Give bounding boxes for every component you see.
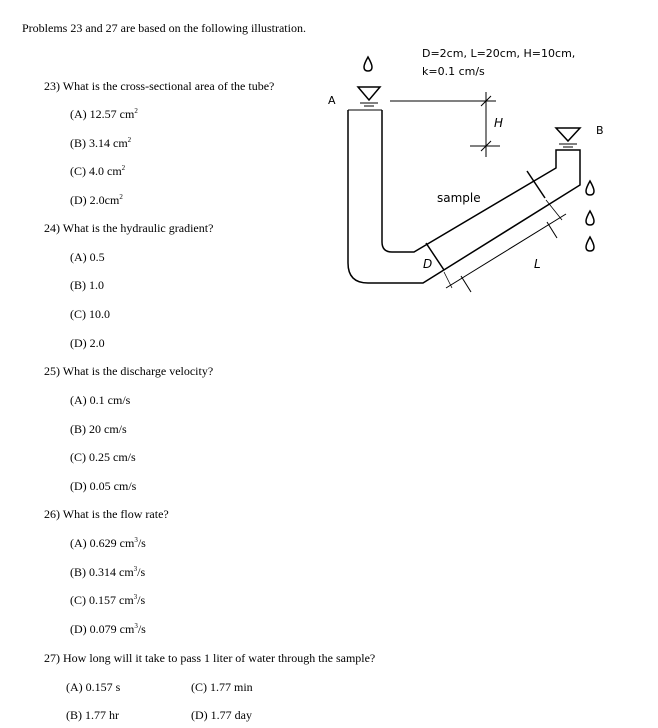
q23-option-b: (B) 3.14 $cm^2$: [70, 136, 132, 150]
droplet-icon: [364, 57, 372, 71]
q24-option-d: (D) 2.0: [70, 336, 105, 350]
question-23-prompt: 23) What is the cross-sectional area of the tube?: [44, 79, 275, 93]
diagram-params-line2: k=0.1 cm/s: [422, 65, 485, 78]
sample-boundary-right: [527, 171, 545, 198]
q27-option-a: (A) 0.157 s: [66, 680, 121, 694]
q25-option-c: (C) 0.25 cm/s: [70, 450, 136, 464]
q23-option-a: (A) 12.57 $cm^2$: [70, 107, 138, 121]
droplet-icon: [586, 181, 594, 195]
q27-option-d: (D) 1.77 day: [191, 708, 252, 722]
label-l: L: [534, 257, 541, 271]
question-25-prompt: 25) What is the discharge velocity?: [44, 364, 214, 378]
q23-option-c: (C) 4.0 $cm^2$: [70, 164, 126, 178]
q26-option-b: (B) 0.314 $cm^3/s$: [70, 565, 146, 579]
q27-option-b: (B) 1.77 hr: [66, 708, 119, 722]
label-d: D: [423, 257, 433, 271]
question-24-prompt: 24) What is the hydraulic gradient?: [44, 221, 214, 235]
droplet-icon: [586, 211, 594, 225]
q24-option-b: (B) 1.0: [70, 278, 104, 292]
q23-option-d: (D) $2.0cm^2$: [70, 193, 123, 207]
label-a: A: [328, 94, 336, 107]
question-27-prompt: 27) How long will it take to pass 1 liter of water through the sample?: [44, 651, 376, 665]
intro-text: Problems 23 and 27 are based on the following illustration.: [22, 21, 306, 35]
label-sample: sample: [437, 191, 481, 205]
q24-option-c: (C) 10.0: [70, 307, 110, 321]
water-level-b-icon: [556, 128, 580, 141]
l-dimension-line: [446, 214, 566, 288]
q25-option-b: (B) 20 cm/s: [70, 422, 127, 436]
q26-option-c: (C) 0.157 $cm^3/s$: [70, 593, 146, 607]
q25-option-a: (A) 0.1 cm/s: [70, 393, 131, 407]
label-h: H: [494, 116, 504, 130]
q26-option-a: (A) 0.629 $cm^3/s$: [70, 536, 146, 550]
q24-option-a: (A) 0.5: [70, 250, 105, 264]
water-level-a-icon: [358, 87, 380, 100]
question-26-prompt: 26) What is the flow rate?: [44, 507, 169, 521]
q26-option-d: (D) 0.079 $cm^3/s$: [70, 622, 146, 636]
droplet-icon: [586, 237, 594, 251]
q27-option-c: (C) 1.77 min: [191, 680, 253, 694]
q25-option-d: (D) 0.05 cm/s: [70, 479, 137, 493]
diagram-params-line1: D=2cm, L=20cm, H=10cm,: [422, 47, 576, 60]
label-b: B: [596, 124, 604, 137]
